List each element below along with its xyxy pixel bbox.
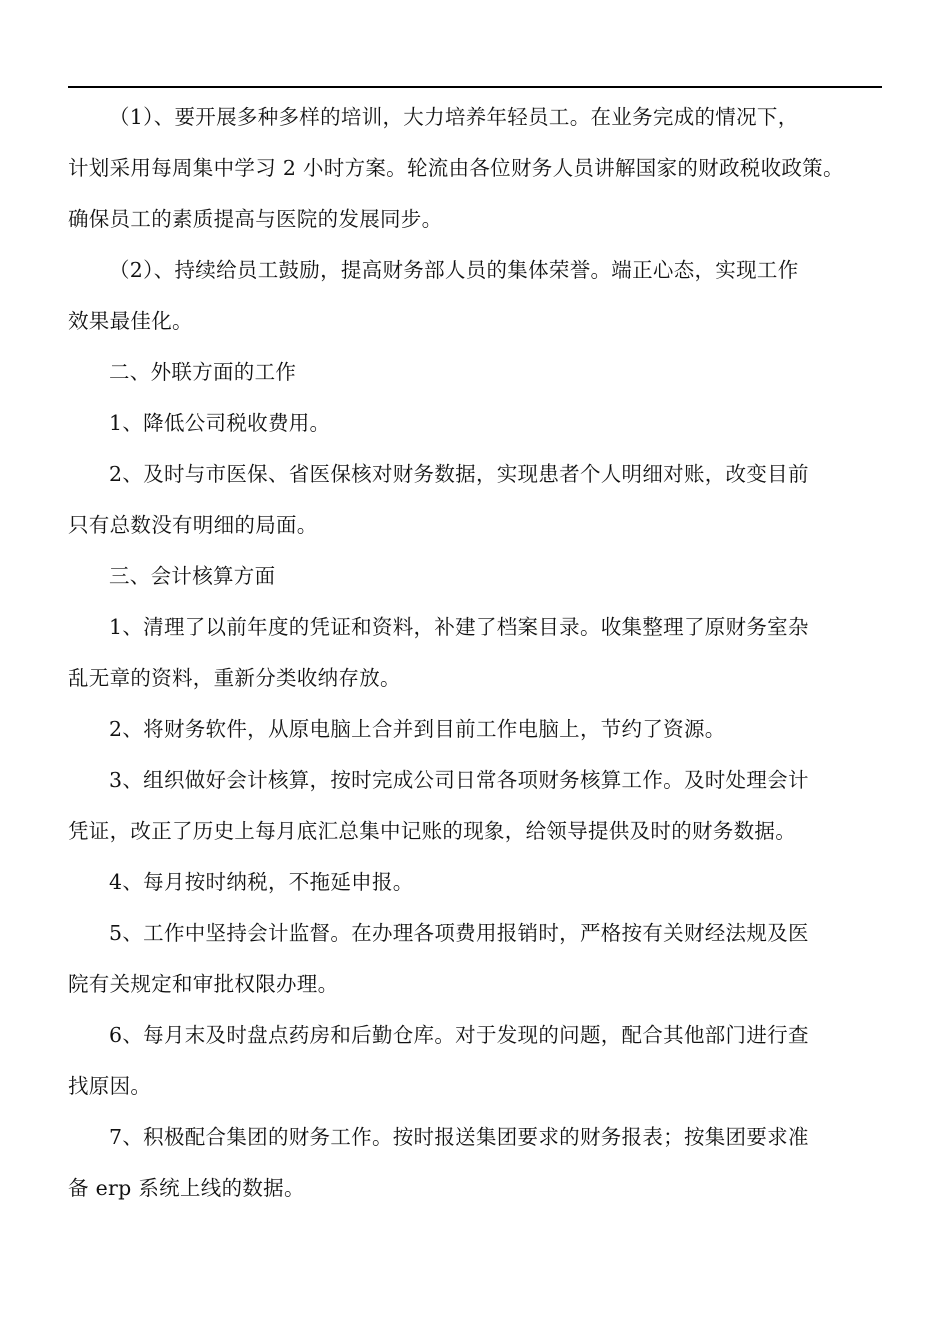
- paragraph-training: [68, 92, 884, 245]
- list-item-external-1: [68, 398, 884, 449]
- list-item-accounting-3: [68, 755, 884, 857]
- list-item-accounting-4: [68, 857, 884, 908]
- text-line: 2、及时与市医保、省医保核对财务数据，实现患者个人明细对账，改变目前: [109, 462, 809, 486]
- text-line: 2、将财务软件，从原电脑上合并到目前工作电脑上，节约了资源。: [109, 717, 726, 741]
- list-item-accounting-6: [68, 1010, 884, 1112]
- text-line: 只有总数没有明细的局面。: [68, 513, 318, 537]
- text-line: 确保员工的素质提高与医院的发展同步。: [68, 207, 443, 231]
- section-heading-external: [68, 347, 884, 398]
- text-line: 1、降低公司税收费用。: [109, 411, 331, 435]
- text-line: 院有关规定和审批权限办理。: [68, 972, 339, 996]
- heading-text: 二、外联方面的工作: [109, 360, 297, 384]
- list-item-external-2: [68, 449, 884, 551]
- text-line: 3、组织做好会计核算，按时完成公司日常各项财务核算工作。及时处理会计: [109, 768, 809, 792]
- text-line: 凭证，改正了历史上每月底汇总集中记账的现象，给领导提供及时的财务数据。: [68, 819, 796, 843]
- list-item-accounting-7: [68, 1112, 884, 1214]
- text-line: 6、每月末及时盘点药房和后勤仓库。对于发现的问题，配合其他部门进行查: [109, 1023, 809, 1047]
- text-line: 效果最佳化。: [68, 309, 193, 333]
- text-line: 1、清理了以前年度的凭证和资料，补建了档案目录。收集整理了原财务室杂: [109, 615, 809, 639]
- text-line: 找原因。: [68, 1074, 152, 1098]
- list-item-accounting-5: [68, 908, 884, 1010]
- header-rule: [68, 86, 882, 88]
- text-line: 备 erp 系统上线的数据。: [68, 1176, 305, 1200]
- text-line: 5、工作中坚持会计监督。在办理各项费用报销时，严格按有关财经法规及医: [109, 921, 809, 945]
- text-line: 7、积极配合集团的财务工作。按时报送集团要求的财务报表；按集团要求准: [109, 1125, 809, 1149]
- list-item-accounting-1: [68, 602, 884, 704]
- document-body: [68, 92, 884, 1214]
- text-line: 计划采用每周集中学习 2 小时方案。轮流由各位财务人员讲解国家的财政税收政策。: [68, 156, 844, 180]
- text-line: 乱无章的资料，重新分类收纳存放。: [68, 666, 401, 690]
- heading-text: 三、会计核算方面: [109, 564, 276, 588]
- paragraph-encouragement: [68, 245, 884, 347]
- text-line: （1）、要开展多种多样的培训，大力培养年轻员工。在业务完成的情况下，: [109, 105, 799, 129]
- text-line: （2）、持续给员工鼓励，提高财务部人员的集体荣誉。端正心态，实现工作: [109, 258, 799, 282]
- section-heading-accounting: [68, 551, 884, 602]
- list-item-accounting-2: [68, 704, 884, 755]
- text-line: 4、每月按时纳税，不拖延申报。: [109, 870, 414, 894]
